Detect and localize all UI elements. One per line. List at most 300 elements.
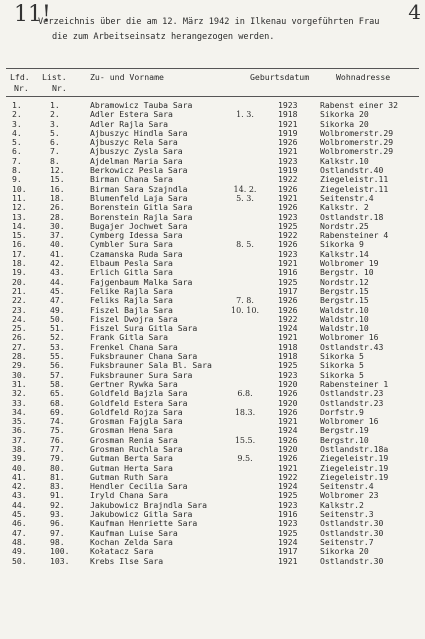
cell-lfd: 4. <box>12 128 22 138</box>
cell-list: 41. <box>50 249 65 259</box>
cell-ann <box>212 147 278 156</box>
header-top-rule <box>6 68 419 69</box>
cell-year: 1923 <box>278 101 298 110</box>
table-row <box>0 408 425 417</box>
cell-addr: Waldstr.10 <box>320 314 369 324</box>
table-row <box>0 194 425 203</box>
cell-lfd: 11. <box>12 193 27 203</box>
cell-list: 65. <box>50 389 65 399</box>
cell-list: 96. <box>50 519 65 529</box>
cell-list: 49. <box>50 305 65 315</box>
table-row <box>0 268 425 277</box>
table-row <box>0 426 425 435</box>
cell-ann <box>212 231 278 240</box>
cell-ann: 5. 3. <box>236 193 254 203</box>
table-row <box>0 231 425 240</box>
table-row <box>0 371 425 380</box>
cell-name: Goldfeld Bajzla Sara <box>90 389 188 399</box>
cell-list: 79. <box>50 454 65 464</box>
cell-addr: Ostlandstr.18a <box>320 444 389 454</box>
cell-name: Gutman Ruth Sara <box>90 472 168 482</box>
table-row <box>0 557 425 566</box>
cell-addr: Ostlandstr.30 <box>320 556 384 566</box>
table-row <box>0 389 425 398</box>
cell-ann <box>212 399 278 408</box>
cell-name: Elbaum Pesla Sara <box>90 259 173 269</box>
cell-ann <box>212 557 278 566</box>
cell-name: Ajbuszyc Rela Sara <box>90 138 178 148</box>
cell-list: 7. <box>50 147 60 157</box>
table-row <box>0 482 425 491</box>
table-row <box>0 547 425 556</box>
cell-list: 76. <box>50 435 65 445</box>
cell-list: 98. <box>50 537 65 547</box>
cell-list: 93. <box>50 510 65 520</box>
cell-year: 1921 <box>278 119 298 129</box>
document-title: Verzeichnis über die am 12. März 1942 in Ilkenau vorgeführten Frau <box>38 17 380 27</box>
cell-addr: Nordstr.12 <box>320 277 369 287</box>
cell-name: Berkowicz Pesla Sara <box>90 166 188 176</box>
cell-year: 1921 <box>278 556 298 566</box>
cell-list: 58. <box>50 379 65 389</box>
cell-list: 2. <box>50 110 60 120</box>
table-row <box>0 240 425 249</box>
cell-addr: Seitenstr.3 <box>320 510 374 520</box>
table-row <box>0 250 425 259</box>
cell-addr: Dorfstr.9 <box>320 407 364 417</box>
cell-name: Borenstein Gitla Sara <box>90 203 193 213</box>
cell-lfd: 12. <box>12 203 27 213</box>
cell-year: 1920 <box>278 444 298 454</box>
cell-list: 77. <box>50 444 65 454</box>
cell-year: 1924 <box>278 426 298 436</box>
cell-name: Adler Rajla Sara <box>90 119 168 129</box>
cell-name: Cymbler Sura Sara <box>90 240 173 250</box>
cell-lfd: 43. <box>12 491 27 501</box>
table-row <box>0 110 425 119</box>
cell-addr: Sikorka 5 <box>320 370 364 380</box>
cell-ann <box>212 361 278 370</box>
cell-addr: Ziegeleistr.19 <box>320 472 389 482</box>
handwritten-mark: 11! <box>14 2 51 27</box>
table-row <box>0 222 425 231</box>
cell-list: 45. <box>50 286 65 296</box>
cell-lfd: 50. <box>12 556 27 566</box>
table-row <box>0 501 425 510</box>
cell-list: 12. <box>50 166 65 176</box>
table-row <box>0 147 425 156</box>
cell-name: Erlich Gitla Sara <box>90 268 173 278</box>
cell-addr: Bergstr.10 <box>320 435 369 445</box>
cell-addr: Sikorka 20 <box>320 119 369 129</box>
cell-list: 43. <box>50 268 65 278</box>
cell-name: Cymberg Idessa Sara <box>90 231 183 241</box>
cell-year: 1921 <box>278 259 298 269</box>
table-row <box>0 380 425 389</box>
cell-addr: Ostlandstr.30 <box>320 519 384 529</box>
table-row <box>0 129 425 138</box>
cell-addr: Sikorka 5 <box>320 361 364 371</box>
cell-lfd: 38. <box>12 444 27 454</box>
cell-year: 1923 <box>278 370 298 380</box>
cell-lfd: 17. <box>12 249 27 259</box>
table-row <box>0 436 425 445</box>
cell-lfd: 48. <box>12 537 27 547</box>
cell-ann <box>212 426 278 435</box>
cell-year: 1923 <box>278 519 298 529</box>
cell-year: 1926 <box>278 389 298 399</box>
cell-ann <box>212 473 278 482</box>
cell-ann: 6.8. <box>237 389 253 399</box>
cell-name: Fiszel Bajla Sara <box>90 305 173 315</box>
cell-name: Fuksbrauner Chana Sara <box>90 352 198 362</box>
cell-year: 1923 <box>278 156 298 166</box>
cell-lfd: 35. <box>12 417 27 427</box>
cell-ann <box>212 166 278 175</box>
cell-name: Ajbuszyc Hindla Sara <box>90 128 188 138</box>
table-row <box>0 315 425 324</box>
header-address: Wohnadresse <box>336 72 391 82</box>
cell-name: Hendler Cecilia Sara <box>90 482 188 492</box>
cell-addr: Kalkstr. 2 <box>320 203 369 213</box>
cell-lfd: 28. <box>12 352 27 362</box>
cell-lfd: 8. <box>12 166 22 176</box>
cell-addr: Ostlandstr.30 <box>320 528 384 538</box>
cell-lfd: 10. <box>12 184 27 194</box>
cell-list: 47. <box>50 296 65 306</box>
cell-year: 1926 <box>278 305 298 315</box>
cell-addr: Wolbromer 16 <box>320 417 379 427</box>
cell-name: Kaufman Luise Sara <box>90 528 178 538</box>
cell-name: Gutman Berta Sara <box>90 454 173 464</box>
cell-lfd: 40. <box>12 463 27 473</box>
cell-addr: Seitenstr.4 <box>320 193 374 203</box>
cell-list: 18. <box>50 193 65 203</box>
cell-year: 1923 <box>278 212 298 222</box>
cell-addr: Sikorka 20 <box>320 547 369 557</box>
cell-name: Krebs Ilse Sara <box>90 556 164 566</box>
cell-lfd: 36. <box>12 426 27 436</box>
cell-lfd: 37. <box>12 435 27 445</box>
cell-ann: 7. 8. <box>236 296 254 306</box>
header-lfd: Lfd. <box>10 72 30 82</box>
cell-lfd: 47. <box>12 528 27 538</box>
cell-list: 69. <box>50 407 65 417</box>
cell-addr: Ziegeleistr.11 <box>320 175 389 185</box>
cell-name: Fuksbrauner Sura Sara <box>90 370 193 380</box>
cell-year: 1917 <box>278 547 298 557</box>
cell-addr: Sikorka 9 <box>320 240 364 250</box>
cell-ann <box>212 203 278 212</box>
cell-addr: Rabenst einer 32 <box>320 101 398 110</box>
table-row <box>0 491 425 500</box>
cell-list: 75. <box>50 426 65 436</box>
cell-addr: Nordstr.25 <box>320 221 369 231</box>
cell-addr: Waldstr.10 <box>320 324 369 334</box>
cell-list: 1. <box>50 101 60 110</box>
cell-list: 50. <box>50 314 65 324</box>
cell-lfd: 29. <box>12 361 27 371</box>
cell-list: 37. <box>50 231 65 241</box>
table-row <box>0 519 425 528</box>
cell-year: 1924 <box>278 537 298 547</box>
cell-lfd: 44. <box>12 500 27 510</box>
cell-lfd: 1. <box>12 101 22 110</box>
table-row <box>0 510 425 519</box>
cell-name: Grosman Hena Sara <box>90 426 173 436</box>
cell-ann <box>212 343 278 352</box>
cell-list: 97. <box>50 528 65 538</box>
table-row <box>0 343 425 352</box>
cell-year: 1917 <box>278 286 298 296</box>
cell-ann <box>212 501 278 510</box>
cell-addr: Bergstr.15 <box>320 286 369 296</box>
cell-year: 1921 <box>278 147 298 157</box>
cell-addr: Ziegeleistr.19 <box>320 463 389 473</box>
cell-ann <box>212 268 278 277</box>
cell-name: Ajdelman Maria Sara <box>90 156 183 166</box>
cell-addr: Ostlandstr.23 <box>320 389 384 399</box>
cell-name: Abramowicz Tauba Sara <box>90 101 193 110</box>
cell-year: 1923 <box>278 249 298 259</box>
cell-name: Fiszel Sura Gitla Sara <box>90 324 198 334</box>
cell-lfd: 3. <box>12 119 22 129</box>
table-row <box>0 399 425 408</box>
document-subtitle: die zum Arbeitseinsatz herangezogen werden. <box>52 32 275 42</box>
cell-name: Blumenfeld Laja Sara <box>90 193 188 203</box>
cell-list: 8. <box>50 156 60 166</box>
cell-addr: Kalkstr.14 <box>320 249 369 259</box>
cell-lfd: 18. <box>12 259 27 269</box>
cell-name: Grosman Ruchla Sara <box>90 444 183 454</box>
cell-ann <box>212 510 278 519</box>
cell-year: 1926 <box>278 407 298 417</box>
cell-list: 81. <box>50 472 65 482</box>
cell-year: 1926 <box>278 296 298 306</box>
cell-year: 1922 <box>278 314 298 324</box>
cell-ann <box>212 213 278 222</box>
cell-list: 44. <box>50 277 65 287</box>
cell-year: 1918 <box>278 352 298 362</box>
cell-list: 68. <box>50 398 65 408</box>
cell-year: 1925 <box>278 221 298 231</box>
cell-addr: Waldstr.10 <box>320 305 369 315</box>
cell-lfd: 27. <box>12 342 27 352</box>
table-row <box>0 157 425 166</box>
cell-lfd: 20. <box>12 277 27 287</box>
cell-ann <box>212 129 278 138</box>
cell-lfd: 14. <box>12 221 27 231</box>
table-row <box>0 417 425 426</box>
cell-lfd: 6. <box>12 147 22 157</box>
page-number: 4 <box>408 0 421 24</box>
cell-year: 1925 <box>278 277 298 287</box>
table-row <box>0 287 425 296</box>
header-lfd-nr: Nr. <box>14 83 29 93</box>
cell-year: 1922 <box>278 472 298 482</box>
cell-year: 1925 <box>278 528 298 538</box>
cell-lfd: 49. <box>12 547 27 557</box>
cell-ann <box>212 417 278 426</box>
table-row <box>0 473 425 482</box>
cell-ann: 15.5. <box>234 435 256 445</box>
cell-list: 56. <box>50 361 65 371</box>
table-row <box>0 138 425 147</box>
cell-year: 1925 <box>278 491 298 501</box>
women-list-table <box>0 101 425 566</box>
cell-ann <box>212 175 278 184</box>
cell-lfd: 19. <box>12 268 27 278</box>
cell-name: Gutman Herta Sara <box>90 463 173 473</box>
table-row <box>0 454 425 463</box>
table-row <box>0 324 425 333</box>
cell-list: 92. <box>50 500 65 510</box>
cell-name: Fajgenbaum Malka Sara <box>90 277 193 287</box>
cell-list: 30. <box>50 221 65 231</box>
cell-name: Fiszel Dwojra Sara <box>90 314 178 324</box>
cell-ann: 1. 3. <box>236 110 254 120</box>
cell-addr: Kalkstr.2 <box>320 500 364 510</box>
cell-name: Jakubowicz Brajndla Sara <box>90 500 207 510</box>
table-row <box>0 203 425 212</box>
cell-ann: 14. 2. <box>233 184 257 194</box>
cell-addr: Bergstr.19 <box>320 426 369 436</box>
table-row <box>0 101 425 110</box>
cell-name: Adler Estera Sara <box>90 110 173 120</box>
cell-addr: Ostlandstr.43 <box>320 342 384 352</box>
cell-lfd: 7. <box>12 156 22 166</box>
table-row <box>0 120 425 129</box>
cell-ann <box>212 380 278 389</box>
cell-lfd: 22. <box>12 296 27 306</box>
cell-year: 1920 <box>278 379 298 389</box>
cell-year: 1916 <box>278 510 298 520</box>
cell-year: 1919 <box>278 166 298 176</box>
cell-ann <box>212 519 278 528</box>
cell-addr: Kalkstr.10 <box>320 156 369 166</box>
header-birth: Geburtsdatum <box>250 72 310 82</box>
cell-list: 53. <box>50 342 65 352</box>
cell-name: Fuksbrauner Sala Bl. Sara <box>90 361 212 371</box>
cell-lfd: 30. <box>12 370 27 380</box>
cell-lfd: 46. <box>12 519 27 529</box>
cell-addr: Wolbromer 16 <box>320 333 379 343</box>
cell-name: Birman Sara Szajndla <box>90 184 188 194</box>
cell-addr: Bergstr. 10 <box>320 268 374 278</box>
table-body <box>0 101 425 566</box>
cell-list: 74. <box>50 417 65 427</box>
cell-name: Birman Chana Sara <box>90 175 173 185</box>
cell-name: Goldfeld Estera Sara <box>90 398 188 408</box>
cell-ann <box>212 491 278 500</box>
cell-lfd: 23. <box>12 305 27 315</box>
cell-list: 83. <box>50 482 65 492</box>
cell-list: 42. <box>50 259 65 269</box>
cell-name: Grosman Renia Sara <box>90 435 178 445</box>
cell-ann <box>212 547 278 556</box>
cell-name: Kaufman Henriette Sara <box>90 519 198 529</box>
table-row <box>0 538 425 547</box>
cell-ann <box>212 371 278 380</box>
table-row <box>0 185 425 194</box>
cell-year: 1922 <box>278 175 298 185</box>
cell-name: Goldfeld Rojza Sara <box>90 407 183 417</box>
cell-name: Feliks Rajla Sara <box>90 296 173 306</box>
cell-lfd: 39. <box>12 454 27 464</box>
table-row <box>0 333 425 342</box>
cell-list: 103. <box>50 556 70 566</box>
cell-lfd: 41. <box>12 472 27 482</box>
cell-list: 6. <box>50 138 60 148</box>
cell-year: 1926 <box>278 240 298 250</box>
cell-ann: 10. 10. <box>231 305 259 315</box>
cell-ann <box>212 482 278 491</box>
cell-ann <box>212 101 278 110</box>
cell-addr: Ostlandstr.40 <box>320 166 384 176</box>
cell-list: 26. <box>50 203 65 213</box>
cell-year: 1926 <box>278 435 298 445</box>
cell-name: Frank Gitla Sara <box>90 333 168 343</box>
table-row <box>0 464 425 473</box>
cell-lfd: 21. <box>12 286 27 296</box>
cell-name: Borenstein Rajla Sara <box>90 212 193 222</box>
cell-lfd: 26. <box>12 333 27 343</box>
cell-year: 1926 <box>278 203 298 213</box>
cell-lfd: 33. <box>12 398 27 408</box>
cell-ann <box>212 538 278 547</box>
header-list: List. <box>42 72 67 82</box>
cell-list: 40. <box>50 240 65 250</box>
cell-name: Grosman Fajgla Sara <box>90 417 183 427</box>
cell-lfd: 31. <box>12 379 27 389</box>
cell-year: 1923 <box>278 500 298 510</box>
table-row <box>0 213 425 222</box>
cell-lfd: 5. <box>12 138 22 148</box>
cell-ann <box>212 138 278 147</box>
cell-year: 1926 <box>278 454 298 464</box>
cell-ann: 18.3. <box>234 407 256 417</box>
cell-lfd: 2. <box>12 110 22 120</box>
cell-year: 1924 <box>278 324 298 334</box>
cell-ann <box>212 250 278 259</box>
cell-ann <box>212 259 278 268</box>
cell-name: Felike Rajla Sara <box>90 286 173 296</box>
cell-addr: Wolbromerstr.29 <box>320 128 394 138</box>
cell-year: 1918 <box>278 342 298 352</box>
cell-addr: Wolbromer 23 <box>320 491 379 501</box>
cell-year: 1916 <box>278 268 298 278</box>
cell-lfd: 32. <box>12 389 27 399</box>
header-bottom-rule <box>6 96 419 97</box>
cell-ann <box>212 445 278 454</box>
header-name: Zu- und Vorname <box>90 72 164 82</box>
cell-addr: Seitenstr.4 <box>320 482 374 492</box>
cell-ann <box>212 315 278 324</box>
cell-year: 1921 <box>278 417 298 427</box>
table-row <box>0 352 425 361</box>
table-row <box>0 361 425 370</box>
table-row <box>0 445 425 454</box>
cell-lfd: 9. <box>12 175 22 185</box>
table-row <box>0 175 425 184</box>
header-list-nr: Nr. <box>52 83 67 93</box>
cell-name: Gertner Rywka Sara <box>90 379 178 389</box>
table-row <box>0 278 425 287</box>
cell-name: Bugajer Jochwet Sara <box>90 221 188 231</box>
cell-ann: 8. 5. <box>236 240 254 250</box>
cell-ann <box>212 222 278 231</box>
table-row <box>0 529 425 538</box>
